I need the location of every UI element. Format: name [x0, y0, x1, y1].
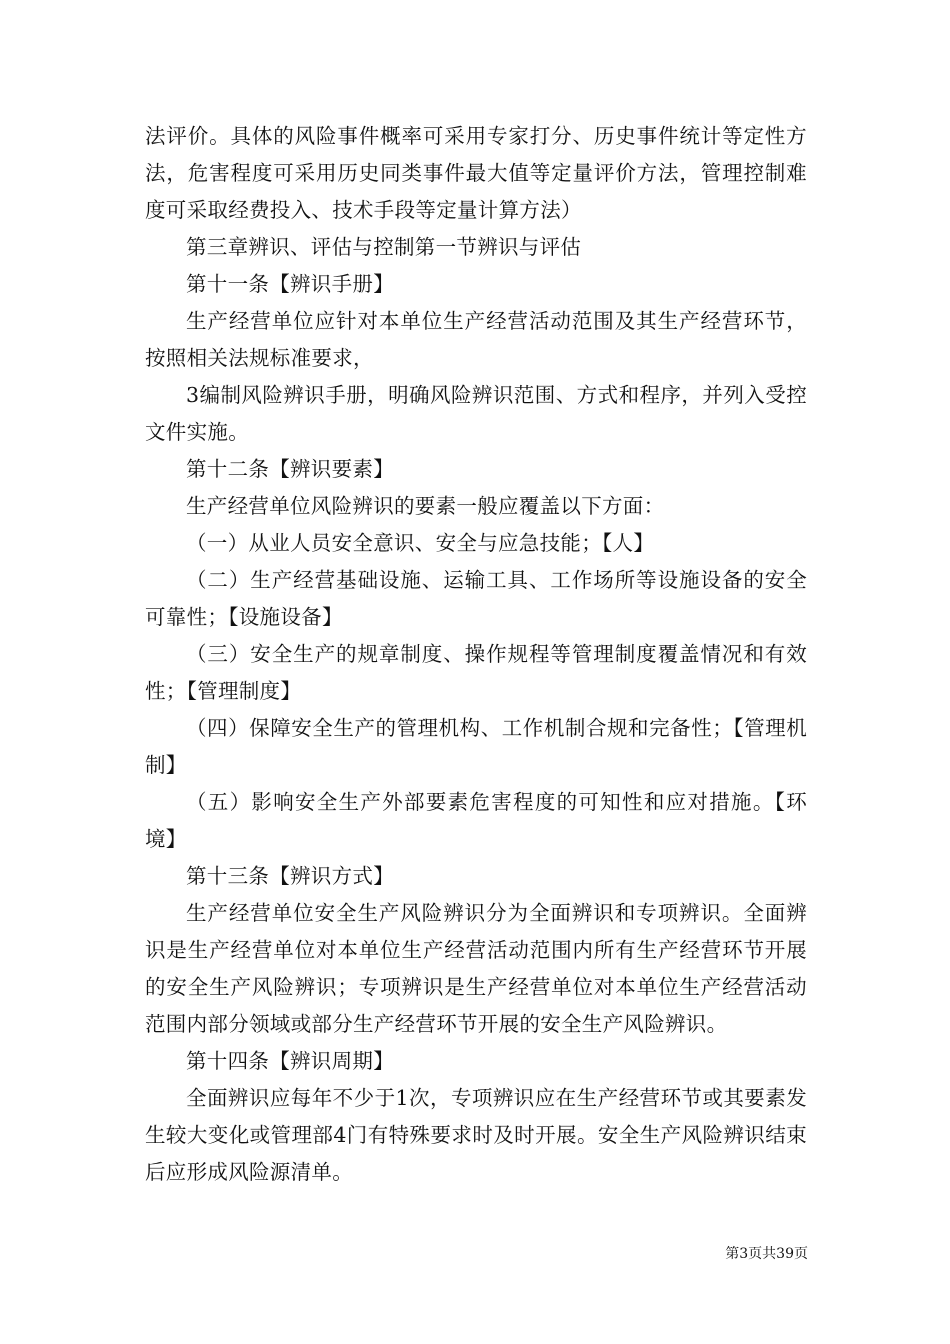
page-number: 第3页共39页: [725, 1246, 808, 1262]
paragraph: 第十一条【辨识手册】: [186, 272, 394, 296]
paragraph: 第十二条【辨识要素】: [186, 457, 394, 481]
paragraph: （五）影响安全生产外部要素危害程度的可知性和应对措施。【环境】: [145, 790, 807, 851]
paragraph: 第三章辨识、评估与控制第一节辨识与评估: [186, 235, 582, 259]
paragraph: 全面辨识应每年不少于1次，专项辨识应在生产经营环节或其要素发生较大变化或管理部4门有特殊要求时及时开展。安全生产风险辨识结束后应形成风险源清单。: [145, 1086, 807, 1184]
paragraph: 生产经营单位安全生产风险辨识分为全面辨识和专项辨识。全面辨识是生产经营单位对本单位生产经营活动范围内所有生产经营环节开展的安全生产风险辨识；专项辨识是生产经营单位对本单位生产经营活动范围内部分领域或部分生产经营环节开展的安全生产风险辨识。: [145, 901, 807, 1036]
paragraph: 法评价。具体的风险事件概率可采用专家打分、历史事件统计等定性方法，危害程度可采用历史同类事件最大值等定量评价方法，管理控制难度可采取经费投入、技术手段等定量计算方法）: [145, 124, 807, 222]
paragraph: 3编制风险辨识手册，明确风险辨识范围、方式和程序，并列入受控文件实施。: [145, 383, 807, 444]
paragraph: 第十三条【辨识方式】: [186, 864, 394, 888]
paragraph: 第十四条【辨识周期】: [186, 1049, 394, 1073]
paragraph: （四）保障安全生产的管理机构、工作机制合规和完备性；【管理机制】: [145, 716, 807, 777]
paragraph: 生产经营单位应针对本单位生产经营活动范围及其生产经营环节，按照相关法规标准要求，: [145, 309, 807, 370]
paragraph: （一）从业人员安全意识、安全与应急技能；【人】: [186, 531, 655, 555]
document-body: [145, 118, 807, 1191]
paragraph: （二）生产经营基础设施、运输工具、工作场所等设施设备的安全可靠性；【设施设备】: [145, 568, 807, 629]
paragraph: （三）安全生产的规章制度、操作规程等管理制度覆盖情况和有效性；【管理制度】: [145, 642, 807, 703]
paragraph: 生产经营单位风险辨识的要素一般应覆盖以下方面：: [186, 494, 665, 518]
